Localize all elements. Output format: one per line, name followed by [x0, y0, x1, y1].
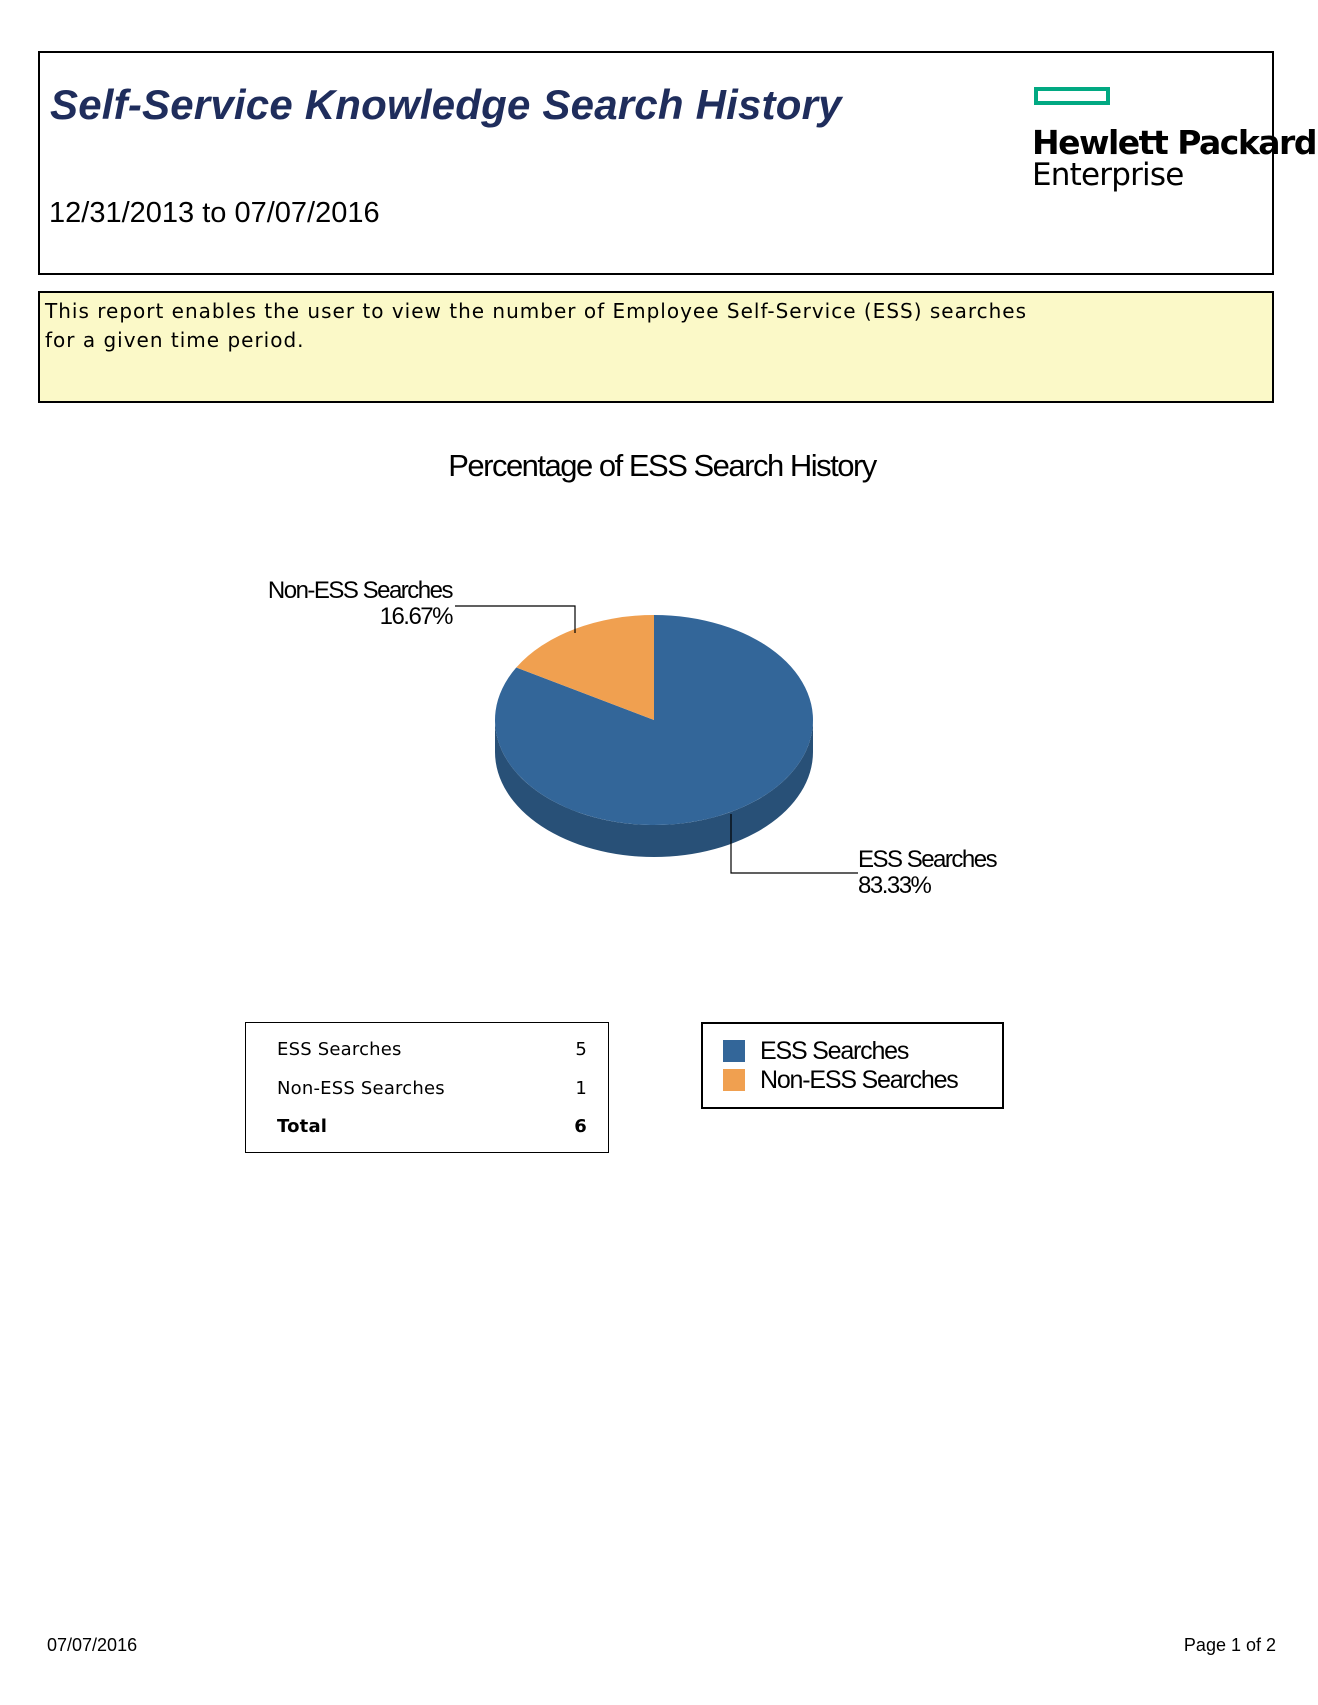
table-row-label: ESS Searches	[277, 1039, 402, 1060]
logo-text-line1: Hewlett Packard	[1032, 123, 1316, 162]
pie-label-non-ess-name: Non-ESS Searches	[267, 577, 452, 604]
pie-label-non-ess	[230, 578, 452, 630]
table-row-value: 5	[575, 1039, 587, 1060]
table-total-label: Total	[277, 1116, 328, 1137]
legend-swatch-non-ess	[723, 1069, 745, 1091]
date-range: 12/31/2013 to 07/07/2016	[49, 197, 380, 229]
description-line-2: for a given time period.	[45, 328, 305, 352]
table-row	[277, 1039, 587, 1063]
footer-page-number: Page 1 of 2	[1183, 1635, 1276, 1655]
chart-title-text: Percentage of ESS Search History	[448, 448, 876, 483]
description-line-1: This report enables the user to view the number of Employee Self-Service (ESS) searches	[45, 299, 1028, 323]
pie-label-ess-name: ESS Searches	[858, 846, 997, 873]
legend-label-ess: ESS Searches	[760, 1037, 909, 1065]
table-total-value: 6	[574, 1116, 587, 1137]
legend-swatch-ess	[723, 1040, 745, 1062]
table-row	[277, 1078, 587, 1102]
pie-label-ess	[858, 847, 996, 899]
footer-date: 07/07/2016	[47, 1635, 138, 1655]
logo-text-line2: Enterprise	[1032, 157, 1184, 193]
legend-label-non-ess: Non-ESS Searches	[760, 1066, 958, 1094]
summary-table	[245, 1022, 609, 1153]
leader-line-non-ess	[455, 606, 575, 633]
table-total-row	[277, 1116, 587, 1140]
chart-legend	[701, 1022, 1004, 1109]
report-title: Self-Service Knowledge Search History	[50, 81, 842, 128]
pie-label-ess-value: 83.33%	[858, 872, 931, 899]
table-row-label: Non-ESS Searches	[277, 1078, 445, 1099]
table-row-value: 1	[575, 1078, 587, 1099]
pie-label-non-ess-value: 16.67%	[379, 603, 452, 630]
